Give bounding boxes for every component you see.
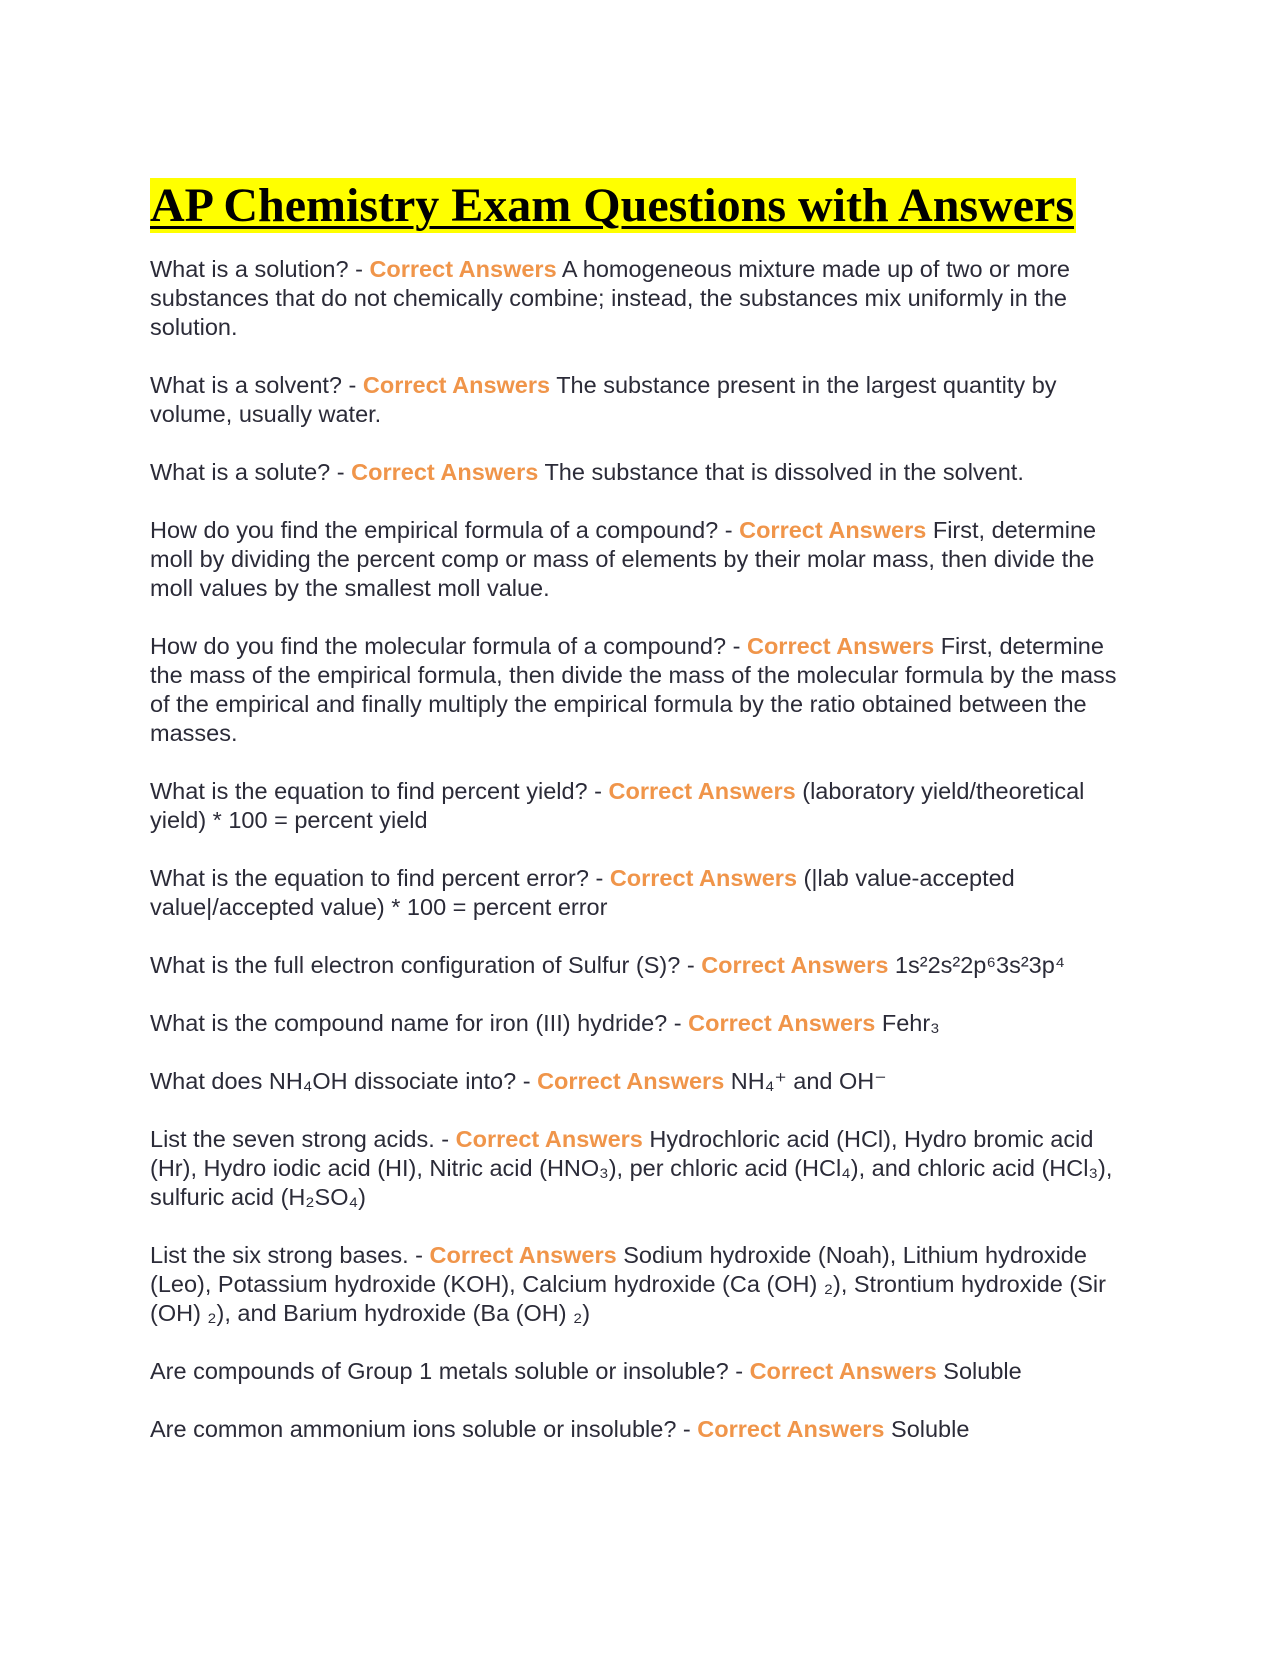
correct-answers-label: Correct Answers bbox=[749, 1358, 937, 1385]
question-text: Are compounds of Group 1 metals soluble or insoluble? - bbox=[150, 1358, 750, 1385]
document-title: AP Chemistry Exam Questions with Answers bbox=[150, 179, 1075, 232]
correct-answers-label: Correct Answers bbox=[362, 372, 551, 399]
qa-item bbox=[150, 1357, 1130, 1386]
qa-item bbox=[150, 458, 1130, 487]
title-highlight bbox=[150, 178, 1076, 233]
qa-item bbox=[150, 1067, 1130, 1096]
correct-answers-label: Correct Answers bbox=[701, 952, 889, 979]
correct-answers-label: Correct Answers bbox=[688, 1010, 876, 1037]
qa-item bbox=[150, 864, 1130, 922]
correct-answers-label: Correct Answers bbox=[609, 865, 798, 892]
qa-item bbox=[150, 777, 1130, 835]
question-text: How do you find the empirical formula of a compound? - bbox=[150, 517, 740, 544]
answer-text: 1s²2s²2p⁶3s²3p⁴ bbox=[888, 952, 1065, 979]
answer-text: Soluble bbox=[884, 1416, 970, 1443]
answer-text: Hydrochloric acid (HCl), Hydro bromic acid (Hr), Hydro iodic acid (HI), Nitric acid (HNO₃), per chloric acid (HCl₄), and chloric acid (HCl₃), sulfuric acid (H₂SO₄) bbox=[150, 1126, 1113, 1211]
qa-item bbox=[150, 516, 1130, 603]
question-text: List the seven strong acids. - bbox=[150, 1126, 456, 1153]
answer-text: A homogeneous mixture made up of two or more substances that do not chemically combine; instead, the substances mix uniformly in the solution. bbox=[150, 256, 1071, 341]
qa-item bbox=[150, 1241, 1130, 1328]
question-text: What is the compound name for iron (III) hydride? - bbox=[150, 1010, 689, 1037]
question-text: What is a solute? - bbox=[150, 459, 352, 486]
qa-item bbox=[150, 1009, 1130, 1038]
question-text: What is the equation to find percent yield? - bbox=[150, 778, 609, 805]
document-page bbox=[150, 178, 1130, 1473]
answer-text: (|lab value-accepted value|/accepted value) * 100 = percent error bbox=[150, 865, 1015, 921]
answer-text: First, determine moll by dividing the percent comp or mass of elements by their molar mass, then divide the moll values by the smallest moll value. bbox=[150, 517, 1097, 602]
qa-item bbox=[150, 255, 1130, 342]
qa-item bbox=[150, 1415, 1130, 1444]
answer-text: First, determine the mass of the empirical formula, then divide the mass of the molecular formula by the mass of the empirical and finally multiply the empirical formula by the ratio obtained between the masses. bbox=[150, 633, 1117, 747]
answer-text: NH₄⁺ and OH⁻ bbox=[724, 1068, 887, 1095]
question-text: What is the full electron configuration of Sulfur (S)? - bbox=[150, 952, 702, 979]
answer-text: Fehr₃ bbox=[875, 1010, 940, 1037]
correct-answers-label: Correct Answers bbox=[608, 778, 796, 805]
question-text: What is a solvent? - bbox=[150, 372, 363, 399]
question-text: List the six strong bases. - bbox=[150, 1242, 430, 1269]
question-text: What does NH₄OH dissociate into? - bbox=[150, 1068, 538, 1095]
correct-answers-label: Correct Answers bbox=[537, 1068, 725, 1095]
answer-text: Soluble bbox=[936, 1358, 1022, 1385]
answer-text: Sodium hydroxide (Noah), Lithium hydroxide (Leo), Potassium hydroxide (KOH), Calcium hydroxide (Ca (OH) ₂), Strontium hydroxide (Sir (OH) ₂), and Barium hydroxide (Ba (OH) ₂) bbox=[150, 1242, 1106, 1327]
question-text: How do you find the molecular formula of a compound? - bbox=[150, 633, 747, 660]
qa-item bbox=[150, 1125, 1130, 1212]
question-text: Are common ammonium ions soluble or insoluble? - bbox=[150, 1416, 698, 1443]
qa-item bbox=[150, 951, 1130, 980]
correct-answers-label: Correct Answers bbox=[369, 256, 557, 283]
correct-answers-label: Correct Answers bbox=[746, 633, 935, 660]
answer-text: (laboratory yield/theoretical yield) * 100 = percent yield bbox=[150, 778, 1085, 834]
correct-answers-label: Correct Answers bbox=[739, 517, 927, 544]
question-text: What is the equation to find percent error? - bbox=[150, 865, 610, 892]
correct-answers-label: Correct Answers bbox=[455, 1126, 643, 1153]
qa-item bbox=[150, 632, 1130, 748]
answer-text: The substance present in the largest quantity by volume, usually water. bbox=[150, 372, 1057, 428]
question-text: What is a solution? - bbox=[150, 256, 370, 283]
answer-text: The substance that is dissolved in the solvent. bbox=[538, 459, 1024, 486]
qa-item bbox=[150, 371, 1130, 429]
correct-answers-label: Correct Answers bbox=[351, 459, 539, 486]
correct-answers-label: Correct Answers bbox=[429, 1242, 617, 1269]
correct-answers-label: Correct Answers bbox=[697, 1416, 885, 1443]
